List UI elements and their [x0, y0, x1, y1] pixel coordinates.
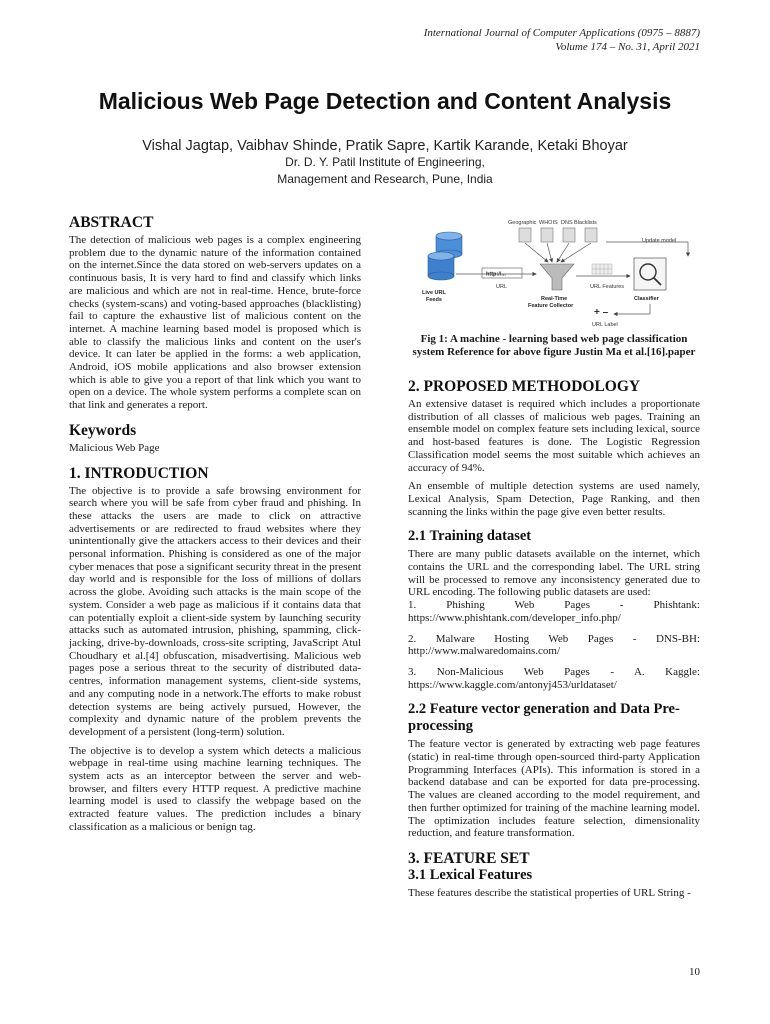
update-model-label: Update model: [642, 238, 677, 244]
update-model-arrow: [606, 242, 688, 256]
ml-pipeline-diagram: [408, 214, 700, 332]
plus-minus-icon: + –: [594, 307, 609, 318]
dataset-item-1-label: 1. Phishing Web Pages - Phishtank:: [408, 599, 700, 612]
journal-header: [424, 26, 700, 54]
methodology-paragraph-2: An ensemble of multiple detection systems are used namely, Lexical Analysis, Spam Detection, Page Ranking, and then scanning the links within the page give even better results.: [408, 480, 700, 518]
live-url-label: Live URL: [422, 290, 446, 296]
left-column: [69, 214, 361, 844]
whois-label: WHOIS: [539, 220, 558, 226]
dns-label: DNS: [561, 220, 573, 226]
affiliation: [0, 154, 770, 188]
database-icon: [428, 232, 462, 280]
lexical-features-paragraph: These features describe the statistical properties of URL String -: [408, 886, 691, 899]
feature-grid-icon: [592, 264, 612, 274]
feature-collector-icon: [540, 264, 574, 290]
keywords-heading: Keywords: [69, 421, 137, 439]
methodology-section: [408, 378, 700, 518]
dataset-item-2-label: 2. Malware Hosting Web Pages - DNS-BH:: [408, 632, 700, 645]
author-list: Vishal Jagtap, Vaibhav Shinde, Pratik Sapre, Kartik Karande, Ketaki Bhoyar: [142, 138, 628, 154]
lexical-features-heading: 3.1 Lexical Features: [408, 866, 533, 883]
classifier-box: [634, 258, 666, 290]
affiliation-line-2: Management and Research, Pune, India: [277, 172, 493, 186]
blacklists-label: Blacklists: [574, 220, 597, 226]
feature-vector-section: [408, 701, 700, 840]
figure-caption-text: Fig 1: A machine - learning based web page classification system Reference for above figure Justin Ma et al.[16].paper: [412, 333, 696, 358]
feature-set-section: [408, 850, 700, 900]
http-label: http://...: [486, 271, 506, 278]
page-number: 10: [689, 966, 700, 978]
realtime-label: Real-Time: [541, 296, 568, 302]
methodology-heading: 2. PROPOSED METHODOLOGY: [408, 378, 641, 395]
feature-collector-label: Feature Collector: [528, 303, 574, 309]
classifier-label: Classifier: [634, 296, 659, 302]
dataset-item-1-url[interactable]: https://www.phishtank.com/developer_info.php/: [408, 611, 621, 624]
journal-name: International Journal of Computer Applications (0975 – 8887): [423, 27, 700, 39]
feature-set-heading: 3. FEATURE SET: [408, 849, 530, 867]
abstract-section: [69, 214, 361, 412]
feature-vector-heading: 2.2 Feature vector generation and Data Pre-processing: [408, 701, 680, 735]
introduction-paragraph-1: The objective is to provide a safe browsing environment for search where you will be safe from cyber fraud and phishing. In these attacks the users are made to click on attractive advertisements or are redirected to fraud websites where they unintentionally give the attackers access to their devices and their personal information. Phishing is considered as one of the major cyber menaces that pose a significant security threat in the present day world and is responsible for the loss of millions of dollars across the globe. Avoiding such attacks is the main scope of the system. Consider a web page as malicious if it contains data that can potentially exploit a client-side system by launching security attacks such as automated intrusion, phishing, spamming, click-jacking, drive-by-downloads, cross-site scripting, JavaScript Atul Choudhary et al.[4] obfuscation, misadvertising. Malicious web pages pose a serious threat to the security of distributed data-centres, information management systems, client-side systems, and any computing node in a network.The efforts to make robust detection systems are being actively pursued, However, the complexity and dynamic nature of the problem prevents the development of a persistent (long-term) solution.: [69, 484, 361, 738]
abstract-heading: ABSTRACT: [69, 214, 154, 231]
server-icons: [519, 228, 597, 242]
url-features-label: URL Features: [590, 284, 625, 290]
journal-volume: Volume 174 – No. 31, April 2021: [555, 41, 700, 53]
methodology-paragraph-1: An extensive dataset is required which includes a proportionate distribution of all classes of malicious web pages. Training an ensemble model on complex feature sets including lexical, source and host-based features is done. The Logistic Regression Classification model seems the most suitable which achieves an accuracy of 94%.: [408, 398, 700, 474]
feature-vector-paragraph: The feature vector is generated by extracting web page features (static) in real-time through open-sourced third-party Application Programming Interfaces (APIs). This information is stored in a backend database and can be exported for data pre-processing. The values are cleaned according to the model requirement, and then further optimized for training of the machine learning model. The optimization includes feature selection, dimensionality reduction, and feature transformation.: [408, 738, 700, 840]
figure-1-diagram: [408, 214, 700, 332]
label-arrow: [614, 304, 650, 314]
dataset-item-3-url[interactable]: https://www.kaggle.com/antonyj453/urldataset/: [408, 678, 617, 691]
figure-1-caption: [408, 333, 700, 358]
training-heading: 2.1 Training dataset: [408, 528, 532, 545]
geographic-label: Geographic: [508, 220, 537, 226]
keywords-text: Malicious Web Page: [69, 441, 160, 454]
source-arrows: [525, 243, 591, 262]
abstract-text: The detection of malicious web pages is a complex engineering problem due to the dynamic nature of the information contained on the internet.Since the data stored on web-servers updates on a continuous basis, It is very hard to find and classify which links are malicious and which are not in real-time. Hence, brute-force checks (system-scans) and voting-based approaches (blacklisting) fail to capture the exhaustive list of malicious content on the internet. A machine learning based model is proposed which is able to classify the malicious links and content on the user's device. It can later be applied in the forms: a web application, Android, iOS mobile applications and also browser extension which is able to give you a report of that link which you want to open on a device. The whole system performs a complete scan on that link and generates a report.: [69, 234, 361, 412]
url-label: URL: [496, 284, 508, 290]
introduction-paragraph-2: The objective is to develop a system which detects a malicious webpage in real-time using machine learning techniques. The system acts as an interceptor between the server and web-browser, and filters every HTTP request. A predictive machine learning model is used to classify the webpage based on the extracted feature values. The prediction includes a binary classification as a malicious or benign tag.: [69, 744, 361, 833]
paper-title: Malicious Web Page Detection and Content Analysis: [98, 88, 672, 114]
dataset-item-3-label: 3. Non-Malicious Web Pages - A. Kaggle:: [408, 665, 700, 678]
url-label-label: URL Label: [592, 322, 618, 328]
training-paragraph: There are many public datasets available on the internet, which contains the URL and the corresponding label. The URL string will be processed to remove any inconsistency generated due to URL encoding. The following public datasets are used:: [408, 548, 700, 599]
feeds-label: Feeds: [426, 297, 442, 303]
dataset-item-2-url[interactable]: http://www.malwaredomains.com/: [408, 645, 561, 658]
affiliation-line-1: Dr. D. Y. Patil Institute of Engineering,: [285, 155, 485, 169]
introduction-section: [69, 465, 361, 834]
keywords-section: [69, 422, 361, 455]
training-section: [408, 528, 700, 691]
introduction-heading: 1. INTRODUCTION: [69, 464, 209, 482]
right-column: [408, 378, 700, 910]
